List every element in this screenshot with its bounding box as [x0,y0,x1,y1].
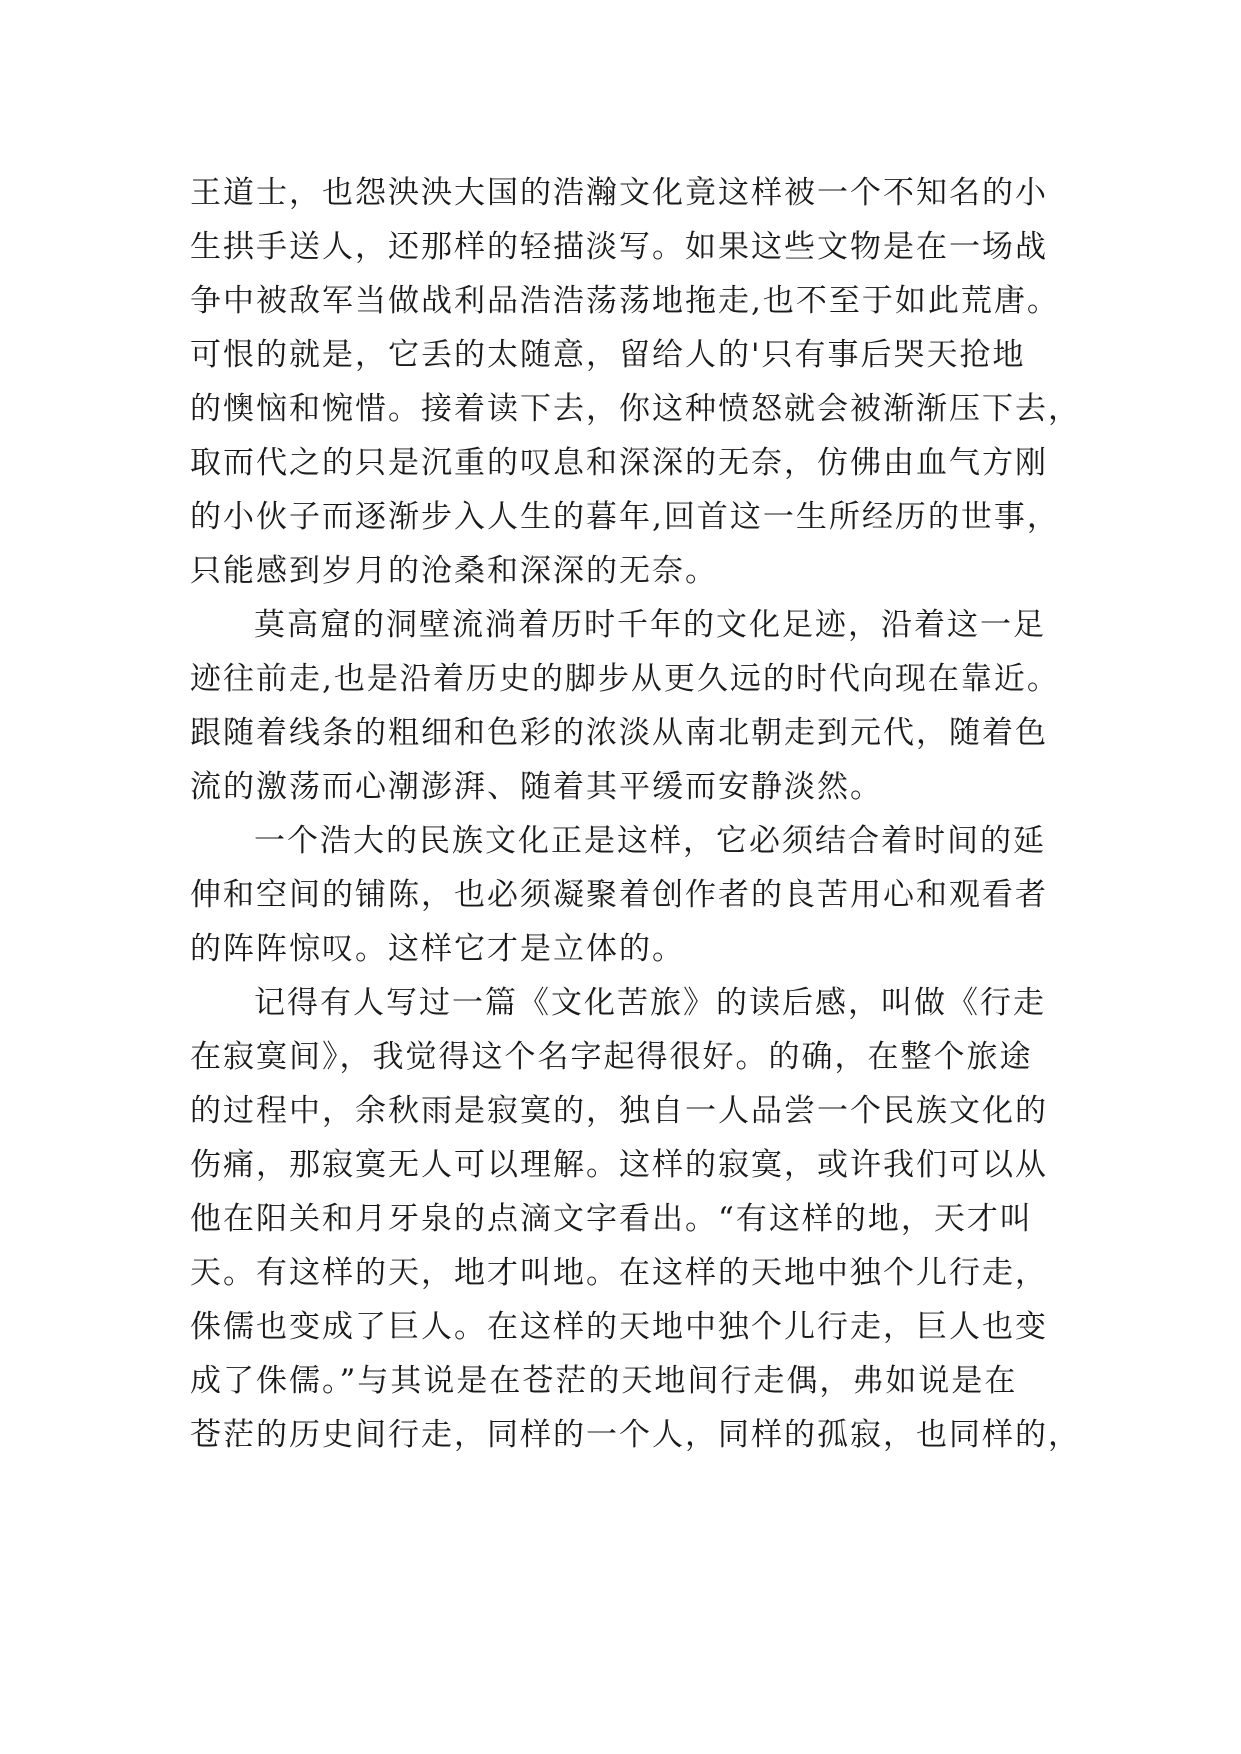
text-line: 他在阳关和月牙泉的点滴文字看出。“有这样的地，天才叫 [190,1201,1033,1237]
paragraph-first-line: 一个浩大的民族文化正是这样，它必须结合着时间的延 [254,823,1046,859]
text-line: 的小伙子而逐渐步入人生的暮年,回首这一生所经历的世事， [190,499,1060,535]
text-line: 天。有这样的天，地才叫地。在这样的天地中独个儿行走， [190,1255,1048,1291]
text-line: 成了侏儒。”与其说是在苍茫的天地间行走偶，弗如说是在 [190,1363,1018,1399]
text-line: 流的激荡而心潮澎湃、随着其平缓而安静淡然。 [190,769,883,805]
text-line: 取而代之的只是沉重的叹息和深深的无奈，仿佛由血气方刚 [190,445,1048,481]
paragraph-first-line: 记得有人写过一篇《文化苦旅》的读后感，叫做《行走 [254,985,1046,1021]
text-line: 可恨的就是，它丢的太随意，留给人的'只有事后哭天抢地 [190,337,1026,373]
text-line: 跟随着线条的粗细和色彩的浓淡从南北朝走到元代，随着色 [190,715,1048,751]
text-line: 伤痛，那寂寞无人可以理解。这样的寂寞，或许我们可以从 [190,1147,1048,1183]
text-line: 的过程中，余秋雨是寂寞的，独自一人品尝一个民族文化的 [190,1093,1048,1129]
text-line: 的懊恼和惋惜。接着读下去，你这种愤怒就会被渐渐压下去， [190,391,1081,427]
text-line: 迹往前走,也是沿着历史的脚步从更久远的时代向现在靠近。 [190,661,1060,697]
paragraph-first-line: 莫高窟的洞壁流淌着历时千年的文化足迹，沿着这一足 [254,607,1046,643]
text-line: 只能感到岁月的沧桑和深深的无奈。 [190,553,718,589]
text-line: 王道士，也怨泱泱大国的浩瀚文化竟这样被一个不知名的小 [190,175,1048,211]
text-line: 苍茫的历史间行走，同样的一个人，同样的孤寂，也同样的， [190,1417,1081,1453]
text-line: 争中被敌军当做战利品浩浩荡荡地拖走,也不至于如此荒唐。 [190,283,1060,319]
text-line: 伸和空间的铺陈，也必须凝聚着创作者的良苦用心和观看者 [190,877,1048,913]
text-line: 的阵阵惊叹。这样它才是立体的。 [190,931,685,967]
body-text [190,166,1090,1462]
text-line: 在寂寞间》，我觉得这个名字起得很好。的确，在整个旅途 [190,1039,1033,1075]
text-line: 生拱手送人，还那样的轻描淡写。如果这些文物是在一场战 [190,229,1048,265]
text-line: 侏儒也变成了巨人。在这样的天地中独个儿行走，巨人也变 [190,1309,1048,1345]
